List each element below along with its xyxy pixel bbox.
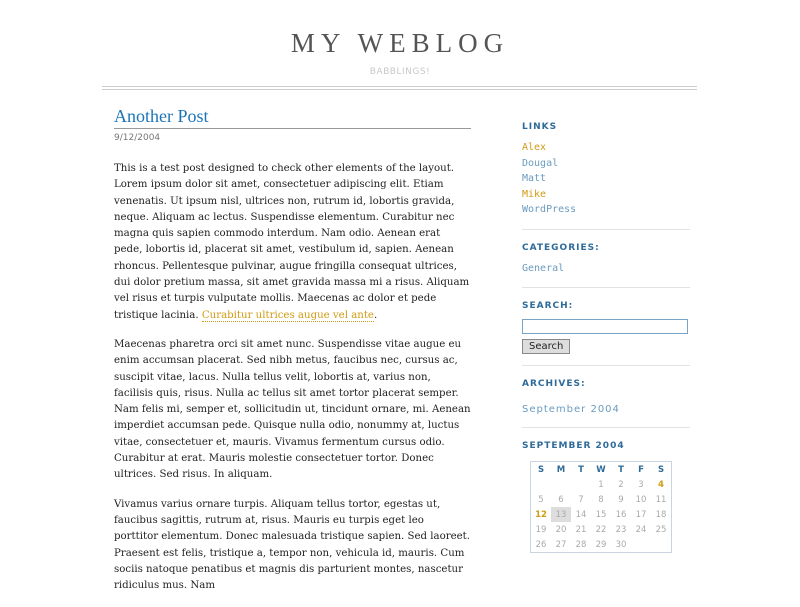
categories-heading: CATEGORIES: bbox=[522, 242, 600, 253]
links-list bbox=[522, 140, 690, 218]
calendar-day: 28 bbox=[575, 539, 587, 550]
calendar-day: 27 bbox=[555, 539, 567, 550]
sidebar bbox=[522, 122, 690, 459]
calendar-day bbox=[531, 477, 552, 492]
post-paragraph-text: This is a test post designed to check other elements of the layout. Lorem ipsum dolor sit amet, consectetuer adipiscing elit. Etiam venenatis. Ut ipsum nisl, ultrices non, rutrum id, lobortis gravida, neque. Aliquam ac lectus. Suspendisse elementum. Curabitur nec magna quis sapien commodo interdum. Nam odio. Aenean erat pede, lobortis id, placerat sit amet, vestibulum id, sapien. Aenean rhoncus. Pellentesque pulvinar, augue fringilla consequat ultrices, dui dolor pretium massa, sit amet gravida massa mi a risus. Aliquam vel risus et turpis vulputate mollis. Maecenas ac dolor et pede tristique lacinia. bbox=[114, 163, 470, 321]
calendar-day bbox=[571, 477, 591, 492]
post-body bbox=[114, 161, 471, 594]
calendar-day: 7 bbox=[578, 494, 584, 505]
calendar-day: 16 bbox=[615, 509, 627, 520]
calendar-day: 25 bbox=[655, 524, 667, 535]
calendar-day: 9 bbox=[618, 494, 624, 505]
search-heading: SEARCH: bbox=[522, 301, 574, 311]
calendar-day-header: W bbox=[596, 464, 606, 475]
calendar-day: 23 bbox=[615, 524, 627, 535]
post-paragraph: Vivamus varius ornare turpis. Aliquam tellus tortor, egestas ut, faucibus sagittis, rutrum at, risus. Mauris eu turpis eget leo porttitor elementum. Donec malesuada tristique sapien. Sed laoreet. Praesent est felis, tristique a, tempor non, vehicula id, mauris. Cum sociis natoque penatibus et magnis dis parturient montes, nascetur ridiculus mus. Nam bbox=[114, 498, 471, 592]
calendar-day: 15 bbox=[595, 509, 607, 520]
calendar-day-header: T bbox=[618, 464, 624, 475]
calendar-day: 17 bbox=[635, 509, 647, 520]
calendar-day: 21 bbox=[575, 524, 587, 535]
calendar-day: 19 bbox=[535, 524, 547, 535]
sidebar-divider bbox=[522, 287, 690, 288]
site-title[interactable]: MY WEBLOG bbox=[290, 28, 510, 58]
category-general[interactable]: General bbox=[522, 262, 565, 274]
link-matt[interactable]: Matt bbox=[522, 173, 547, 184]
calendar-day: 1 bbox=[598, 479, 604, 490]
calendar-day-header: M bbox=[556, 464, 566, 475]
calendar-day: 5 bbox=[538, 494, 544, 505]
calendar-day: 18 bbox=[655, 509, 667, 520]
calendar-day: 29 bbox=[595, 539, 607, 550]
post-paragraph bbox=[114, 161, 471, 324]
calendar-day: 10 bbox=[635, 494, 647, 505]
links-heading: LINKS bbox=[522, 122, 558, 132]
calendar-day: 20 bbox=[555, 524, 567, 535]
link-mike[interactable]: Mike bbox=[522, 188, 547, 200]
categories-list bbox=[522, 261, 690, 277]
calendar-day-header: F bbox=[638, 464, 644, 475]
calendar-day-header: S bbox=[537, 464, 545, 475]
calendar-heading: SEPTEMBER 2004 bbox=[522, 441, 625, 451]
archives-heading: ARCHIVES: bbox=[522, 379, 586, 389]
search-button[interactable]: Search bbox=[522, 339, 570, 354]
calendar-day bbox=[551, 477, 571, 492]
calendar-day: 6 bbox=[558, 494, 564, 505]
calendar-day-today: 13 bbox=[551, 507, 571, 522]
category-item bbox=[522, 261, 690, 277]
calendar-day bbox=[651, 537, 672, 553]
header-divider-secondary bbox=[102, 89, 697, 90]
calendar-day: 14 bbox=[575, 509, 587, 520]
sidebar-divider bbox=[522, 365, 690, 366]
links-list-item bbox=[522, 156, 690, 172]
calendar-day bbox=[631, 537, 651, 553]
calendar-day: 26 bbox=[535, 539, 547, 550]
post bbox=[114, 106, 471, 607]
link-alex[interactable]: Alex bbox=[522, 142, 547, 153]
site-tagline: BABBLINGS! bbox=[369, 67, 431, 77]
calendar-day-header: S bbox=[657, 464, 665, 475]
post-paragraph: Maecenas pharetra orci sit amet nunc. Suspendisse vitae augue eu enim accumsan placerat. Sed nibh metus, faucibus nec, cursus ac, suscipit vitae, lacus. Nulla tellus velit, lobortis at, varius non, facilisis quis, risus. Nulla ac tellus sit amet tortor placerat semper. Nam felis mi, semper et, sollicitudin ut, tincidunt ornare, mi. Aenean imperdiet accumsan pede. Quisque nulla odio, nonummy at, luctus vitae, consectetuer et, mauris. Vivamus fermentum cursus odio. Curabitur at erat. Mauris molestie consectetuer tortor. Donec ultrices. Sed risus. In aliquam. bbox=[114, 338, 471, 481]
calendar-day-linked[interactable]: 12 bbox=[535, 509, 547, 520]
links-list-item bbox=[522, 187, 690, 203]
calendar-day: 3 bbox=[638, 479, 644, 490]
links-list-item bbox=[522, 140, 690, 156]
calendar-day: 24 bbox=[635, 524, 647, 535]
calendar-day: 2 bbox=[618, 479, 624, 490]
calendar-day-header: T bbox=[578, 464, 584, 475]
post-paragraph-end: . bbox=[373, 309, 378, 321]
calendar-day: 11 bbox=[655, 494, 667, 505]
post-inline-link[interactable]: Curabitur ultrices augue vel ante bbox=[201, 309, 374, 321]
header-divider bbox=[102, 86, 697, 87]
links-list-item bbox=[522, 202, 690, 218]
calendar bbox=[530, 461, 672, 553]
post-date: 9/12/2004 bbox=[114, 133, 161, 143]
archive-september-2004[interactable]: September 2004 bbox=[522, 404, 620, 415]
calendar-day: 8 bbox=[598, 494, 604, 505]
search-input[interactable] bbox=[522, 319, 688, 334]
post-title[interactable]: Another Post bbox=[114, 106, 471, 129]
sidebar-divider bbox=[522, 229, 690, 230]
links-list-item bbox=[522, 171, 690, 187]
site-header bbox=[0, 28, 800, 77]
calendar-day: 30 bbox=[615, 539, 627, 550]
calendar-day: 22 bbox=[595, 524, 607, 535]
sidebar-divider bbox=[522, 427, 690, 428]
calendar-day-linked[interactable]: 4 bbox=[658, 479, 664, 490]
link-wordpress[interactable]: WordPress bbox=[522, 204, 577, 215]
link-dougal[interactable]: Dougal bbox=[522, 157, 559, 169]
